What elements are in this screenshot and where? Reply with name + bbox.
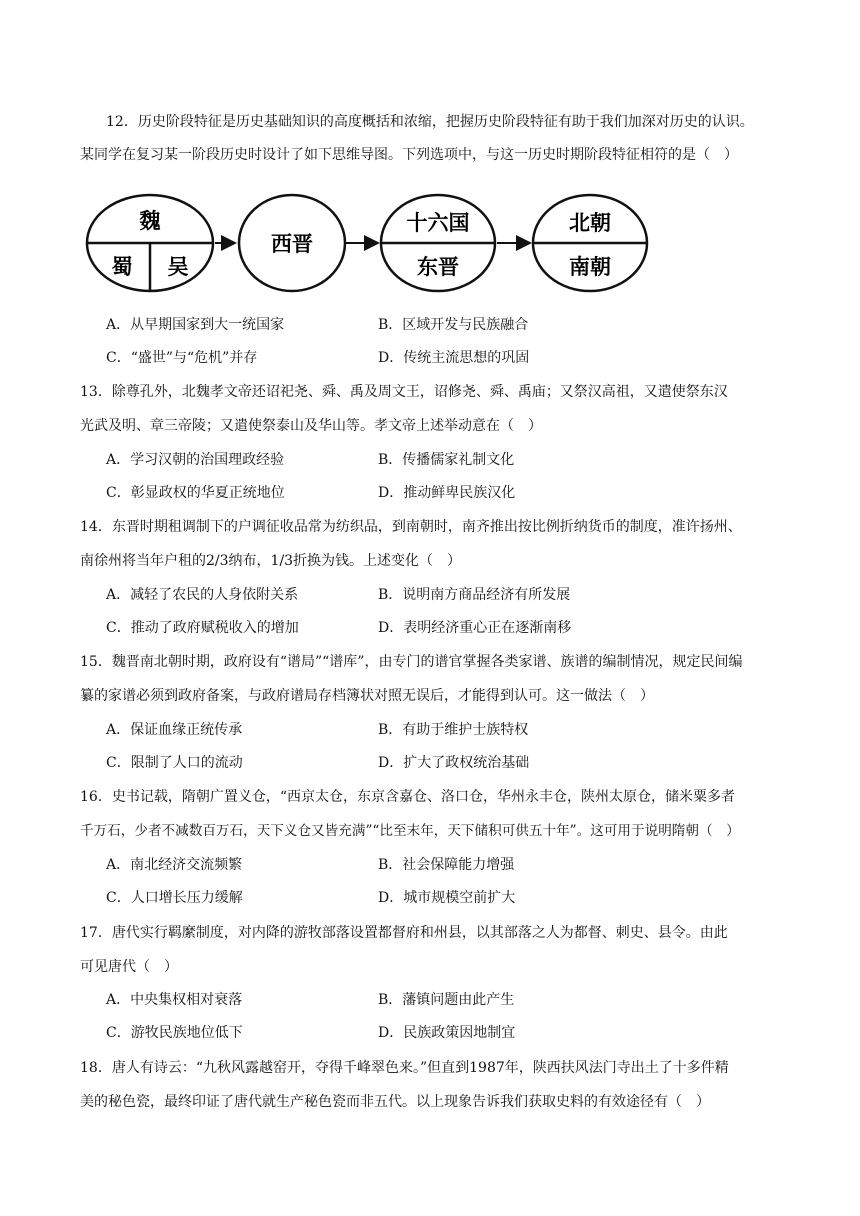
q15-stem-line-1: 15．魏晋南北朝时期，政府设有“谱局”“谱库”，由专门的谱官掌握各类家谱、族谱的编制情况，规定民间编 [80,654,743,670]
q13-option-a: A．学习汉朝的治国理政经验 [106,452,285,468]
q14-option-d: D．表明经济重心正在逐渐南移 [378,620,572,636]
q12-stem-line-1: 12．历史阶段特征是历史基础知识的高度概括和浓缩，把握历史阶段特征有助于我们加深对历史的认识。 [106,114,754,130]
q15-stem-line-2: 纂的家谱必须到政府备案，与政府谱局存档簿状对照无误后，才能得到认可。这一做法（ ） [80,688,654,704]
q16-option-a: A．南北经济交流频繁 [106,857,243,873]
q17-option-c: C．游牧民族地位低下 [106,1025,243,1041]
q13-option-c: C．彰显政权的华夏正统地位 [106,485,285,501]
q15-option-c: C．限制了人口的流动 [106,755,243,771]
q14-option-c: C．推动了政府赋税收入的增加 [106,620,299,636]
northern-dynasties-label: 北朝 [569,211,611,235]
q12-option-c: C．“盛世”与“危机”并存 [106,350,258,366]
q14-stem-line-2: 南徐州将当年户租的2/3纳布，1/3折换为钱。上述变化（ ） [80,553,462,569]
q17-stem-line-1: 17．唐代实行羁縻制度，对内降的游牧部落设置都督府和州县，以其部落之人为都督、刺史、县令。由此 [80,925,728,941]
wu-label: 吴 [167,255,189,279]
shu-label: 蜀 [111,255,133,279]
q15-option-b: B．有助于维护士族特权 [378,722,529,738]
q15-option-d: D．扩大了政权统治基础 [378,755,530,771]
q17-stem-line-2: 可见唐代（ ） [80,959,178,975]
circle-sixteen-kingdoms-eastern-jin [381,195,495,291]
q17-option-b: B．藩镇问题由此产生 [378,992,515,1008]
q16-option-d: D．城市规模空前扩大 [378,890,516,906]
q13-option-d: D．推动鲜卑民族汉化 [378,485,516,501]
q13-stem-line-2: 光武及明、章三帝陵；又遣使祭泰山及华山等。孝文帝上述举动意在（ ） [80,418,542,434]
q12-option-b: B．区域开发与民族融合 [378,317,529,333]
q13-option-b: B．传播儒家礼制文化 [378,452,515,468]
q18-stem-line-2: 美的秘色瓷，最终印证了唐代就生产秘色瓷而非五代。以上现象告诉我们获取史料的有效途径有（ ） [80,1094,710,1110]
q17-option-d: D．民族政策因地制宜 [378,1025,516,1041]
q16-option-c: C．人口增长压力缓解 [106,890,243,906]
q17-option-a: A．中央集权相对衰落 [106,992,243,1008]
wei-label: 魏 [139,209,161,233]
dynasty-flow-diagram [80,192,670,294]
southern-dynasties-label: 南朝 [569,255,611,279]
circle-wei-shu-wu [87,195,213,291]
q12-option-d: D．传统主流思想的巩固 [378,350,530,366]
q15-option-a: A．保证血缘正统传承 [106,722,243,738]
eastern-jin-label: 东晋 [417,255,459,279]
q16-option-b: B．社会保障能力增强 [378,857,515,873]
q14-option-b: B．说明南方商品经济有所发展 [378,587,571,603]
q14-option-a: A．减轻了农民的人身依附关系 [106,587,299,603]
q16-stem-line-2: 千万石，少者不减数百万石，天下义仓又皆充满”“比至末年，天下储积可供五十年”。这可用于说明隋朝（ ） [80,823,740,839]
sixteen-kingdoms-label: 十六国 [406,211,470,235]
q18-stem-line-1: 18．唐人有诗云：“九秋风露越窑开，夺得千峰翠色来。”但直到1987年，陕西扶风法门寺出土了十多件精 [80,1060,729,1076]
q12-option-a: A．从早期国家到大一统国家 [106,317,285,333]
q13-stem-line-1: 13．除尊孔外，北魏孝文帝还诏祀尧、舜、禹及周文王，诏修尧、舜、禹庙；又祭汉高祖，又遣使祭东汉 [80,384,728,400]
q14-stem-line-1: 14．东晋时期租调制下的户调征收品常为纺织品，到南朝时，南齐推出按比例折纳货币的制度，准许扬州、 [80,519,742,535]
q16-stem-line-1: 16．史书记载，隋朝广置义仓，“西京太仓，东京含嘉仓、洛口仓，华州永丰仓，陕州太原仓，储米粟多者 [80,789,735,805]
circle-western-jin [239,195,345,291]
q12-stem-line-2: 某同学在复习某一阶段历史时设计了如下思维导图。下列选项中，与这一历史时期阶段特征相符的是（ ） [80,147,738,163]
western-jin-label: 西晋 [271,232,313,256]
circle-northern-southern-dynasties [533,195,647,291]
